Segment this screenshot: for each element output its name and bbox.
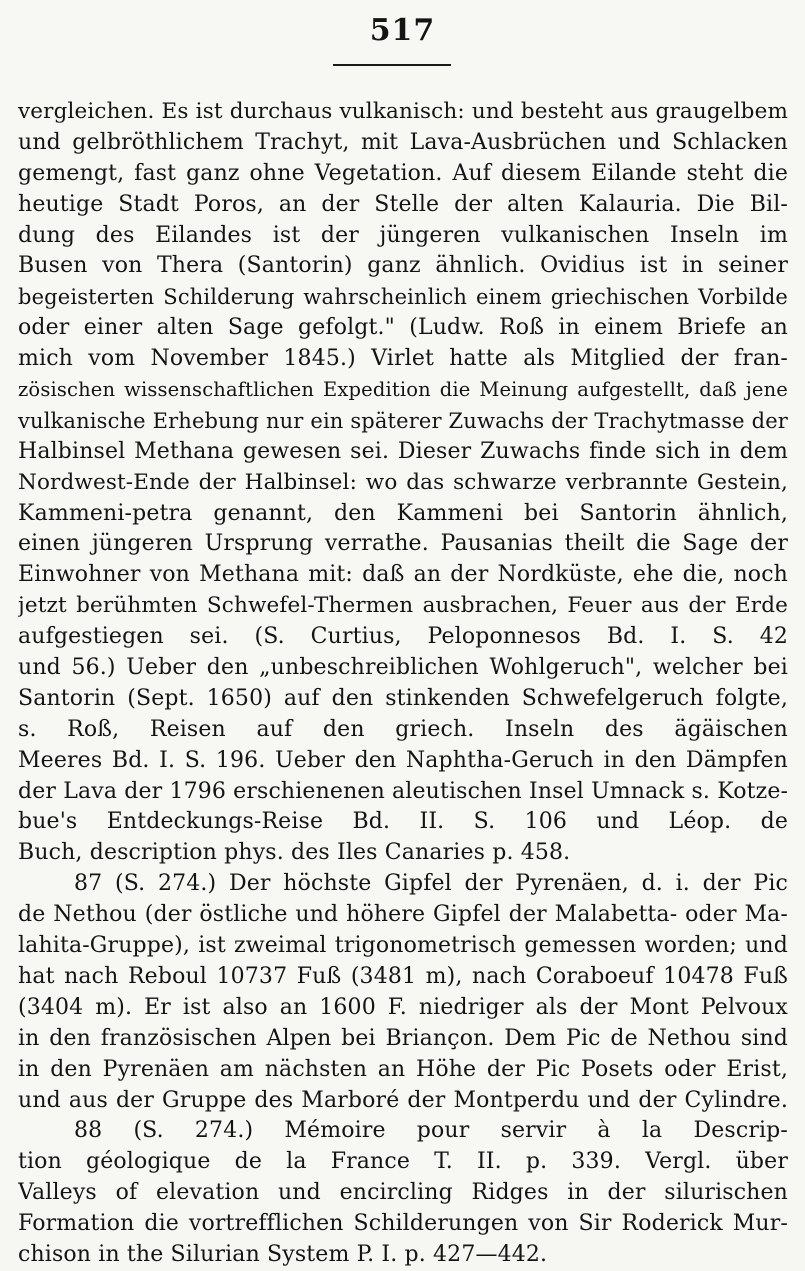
text-line: Formation die vortrefflichen Schilderungen von Sir Roderick Mur- — [18, 1211, 788, 1237]
text-line: mich vom November 1845.) Virlet hatte als Mitglied der fran- — [18, 346, 788, 372]
text-line: in den französischen Alpen bei Briançon. Dem Pic de Nethou sind — [18, 1025, 788, 1051]
text-line: vergleichen. Es ist durchaus vulkanisch: und besteht aus graugelbem — [18, 99, 788, 124]
text-line: tion géologique de la France T. II. p. 339. Vergl. über — [18, 1149, 788, 1175]
text-line: Nordwest-Ende der Halbinsel: wo das schwarze verbrannte Gestein, — [18, 469, 788, 495]
text-line: dung des Eilandes ist der jüngeren vulkanischen Inseln im — [18, 222, 788, 248]
text-line: bue's Entdeckungs-Reise Bd. II. S. 106 und Léop. de — [18, 809, 788, 835]
text-line: und aus der Gruppe des Marboré der Montperdu und der Cylindre. — [18, 1087, 788, 1113]
text-line: lahita-Gruppe), ist zweimal trigonometrisch gemessen worden; und — [18, 933, 788, 959]
text-line: Meeres Bd. I. S. 196. Ueber den Naphtha-Geruch in den Dämpfen — [18, 747, 788, 773]
footnote-87-start: 87 (S. 274.) Der höchste Gipfel der Pyrenäen, d. i. der Pic — [74, 871, 788, 897]
page-number: 517 — [369, 13, 436, 48]
text-line: Santorin (Sept. 1650) auf den stinkenden Schwefelgeruch folgte, — [18, 685, 788, 711]
text-line: Kammeni-petra genannt, den Kammeni bei Santorin ähnlich, — [18, 500, 788, 526]
text-line: chison in the Silurian System P. I. p. 427—442. — [18, 1241, 548, 1267]
text-line: einen jüngeren Ursprung verrathe. Pausanias theilt die Sage der — [18, 531, 788, 557]
text-line: heutige Stadt Poros, an der Stelle der alten Kalauria. Die Bil- — [18, 191, 788, 217]
text-line: Buch, description phys. des Iles Canaries p. 458. — [18, 840, 571, 866]
text-line: vulkanische Erhebung nur ein späterer Zuwachs der Trachytmasse der — [18, 408, 788, 433]
text-line: und 56.) Ueber den „unbeschreiblichen Wohlgeruch", welcher bei — [18, 655, 788, 681]
text-line: begeisterten Schilderung wahrscheinlich einem griechischen Vorbilde — [18, 285, 788, 310]
header-rule — [333, 64, 451, 66]
text-line: oder einer alten Sage gefolgt." (Ludw. Roß in einem Briefe an — [18, 315, 788, 341]
text-line: und gelbröthlichem Trachyt, mit Lava-Ausbrüchen und Schlacken — [18, 129, 788, 155]
text-line: Einwohner von Methana mit: daß an der Nordküste, ehe die, noch — [18, 562, 788, 588]
text-line: de Nethou (der östliche und höhere Gipfel der Malabetta- oder Ma- — [18, 902, 788, 928]
body-text — [18, 97, 788, 1271]
text-line: aufgestiegen sei. (S. Curtius, Peloponnesos Bd. I. S. 42 — [18, 624, 788, 650]
text-line: Busen von Thera (Santorin) ganz ähnlich. Ovidius ist in seiner — [18, 253, 788, 279]
footnote-88-start: 88 (S. 274.) Mémoire pour servir à la Descrip- — [74, 1118, 788, 1144]
text-line: gemengt, fast ganz ohne Vegetation. Auf diesem Eilande steht die — [18, 160, 788, 186]
text-line: Valleys of elevation und encircling Ridges in der silurischen — [18, 1180, 788, 1206]
text-line: jetzt berühmten Schwefel-Thermen ausbrachen, Feuer aus der Erde — [18, 593, 788, 619]
text-line: in den Pyrenäen am nächsten an Höhe der Pic Posets oder Erist, — [18, 1056, 788, 1082]
text-line: zösischen wissenschaftlichen Expedition die Meinung aufgestellt, daß jene — [18, 378, 788, 402]
text-line: Halbinsel Methana gewesen sei. Dieser Zuwachs finde sich in dem — [18, 438, 788, 464]
text-line: s. Roß, Reisen auf den griech. Inseln des ägäischen — [18, 716, 788, 742]
text-line: hat nach Reboul 10737 Fuß (3481 m), nach Coraboeuf 10478 Fuß — [18, 963, 788, 989]
text-line: (3404 m). Er ist also an 1600 F. niedriger als der Mont Pelvoux — [18, 994, 788, 1020]
text-line: der Lava der 1796 erschienenen aleutischen Insel Umnack s. Kotze- — [18, 778, 788, 804]
